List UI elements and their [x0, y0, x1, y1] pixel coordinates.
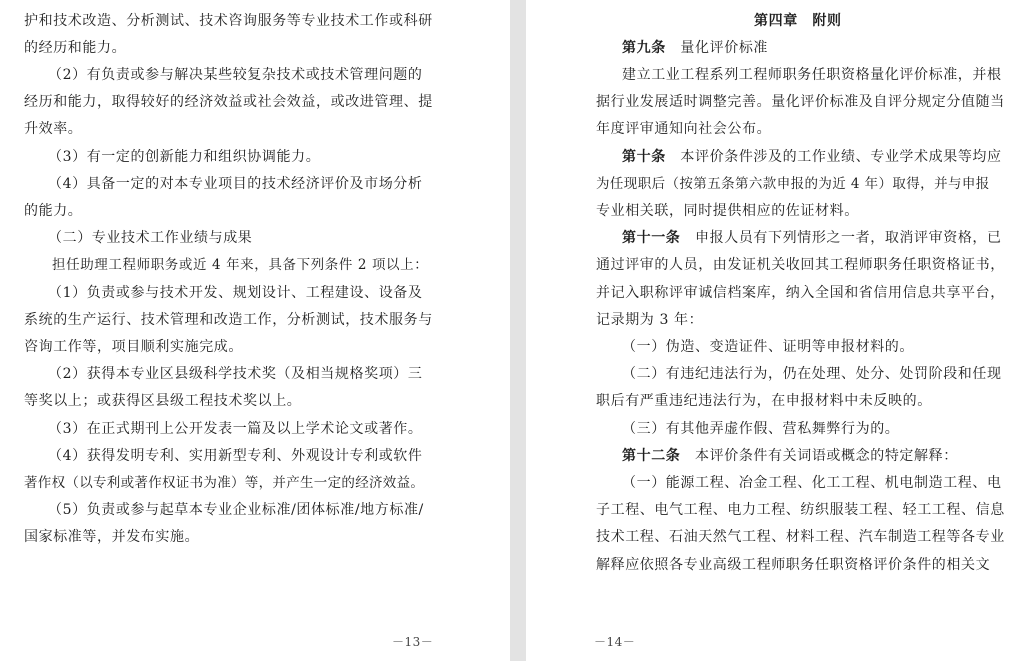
- body-text-line: 等奖以上；或获得区县级工程技术奖以上。: [24, 393, 302, 409]
- body-text-line: 通过评审的人员，由发证机关收回其工程师职务任职资格证书，: [596, 257, 1005, 273]
- article-number: 第十条: [622, 149, 666, 165]
- chapter-title: 第四章 附则: [754, 13, 842, 29]
- body-text-line: 记录期为 3 年：: [596, 312, 704, 328]
- body-text-line: 年度评审通知向社会公布。: [596, 121, 772, 137]
- body-text-line: （4）获得发明专利、实用新型专利、外观设计专利或软件: [48, 448, 423, 464]
- body-text-line: 并记入职称评审诚信档案库，纳入全国和省信用信息共享平台，: [596, 285, 1005, 301]
- body-text-line: 技术工程、石油天然气工程、材料工程、汽车制造工程等各专业: [596, 529, 1005, 545]
- article-number: 第九条: [622, 40, 666, 56]
- page-number: －13－: [392, 635, 434, 649]
- body-text-line: 国家标准等，并发布实施。: [24, 529, 200, 545]
- body-text: 本评价条件涉及的工作业绩、专业学术成果等均应: [680, 149, 1002, 165]
- body-text-line: （3）有一定的创新能力和组织协调能力。: [48, 149, 321, 165]
- article-number: 第十二条: [622, 448, 681, 464]
- body-text-line: 的经历和能力。: [24, 40, 127, 56]
- body-text-line: （1）负责或参与技术开发、规划设计、工程建设、设备及: [48, 285, 423, 301]
- article-12-line: [622, 446, 958, 466]
- body-text-line: 建立工业工程系列工程师职务任职资格量化评价标准，并根: [622, 67, 1002, 83]
- body-text-line: 护和技术改造、分析测试、技术咨询服务等专业技术工作或科研: [24, 13, 433, 29]
- body-text-line: 著作权（以专利或著作权证书为准）等，并产生一定的经济效益。: [24, 475, 425, 491]
- article-number: 第十一条: [622, 230, 681, 246]
- body-text-line: 子工程、电气工程、电力工程、纺织服装工程、轻工工程、信息: [596, 502, 1005, 518]
- article-9-heading: [622, 38, 768, 58]
- body-text-line: 据行业发展适时调整完善。量化评价标准及自评分规定分值随当: [596, 94, 1005, 110]
- body-text-line: （4）具备一定的对本专业项目的技术经济评价及市场分析: [48, 176, 423, 192]
- page-number: －14－: [594, 635, 636, 649]
- body-text-line: 系统的生产运行、技术管理和改造工作，分析测试，技术服务与: [24, 312, 433, 328]
- list-item: （一）伪造、变造证件、证明等申报材料的。: [622, 339, 914, 355]
- list-item: （一）能源工程、冶金工程、化工工程、机电制造工程、电: [622, 475, 1002, 491]
- article-title: 量化评价标准: [680, 40, 769, 56]
- right-page: [526, 0, 1033, 661]
- body-text-line: 的能力。: [24, 203, 83, 219]
- body-text-line: 经历和能力，取得较好的经济效益或社会效益，或改进管理、提: [24, 94, 433, 110]
- body-text-line: 专业相关联，同时提供相应的佐证材料。: [596, 203, 859, 219]
- body-text-line: 升效率。: [24, 121, 83, 137]
- body-text-line: （2）有负责或参与解决某些较复杂技术或技术管理问题的: [48, 67, 423, 83]
- body-text-line: 咨询工作等，项目顺利实施完成。: [24, 339, 243, 355]
- body-text: 本评价条件有关词语或概念的特定解释：: [695, 448, 958, 464]
- body-text-line: （5）负责或参与起草本专业企业标准/团体标准/地方标准/: [48, 502, 424, 518]
- page-gutter: [510, 0, 526, 661]
- left-page: [0, 0, 510, 661]
- body-text: 申报人员有下列情形之一者，取消评审资格，已: [695, 230, 1002, 246]
- list-item: （二）有违纪违法行为，仍在处理、处分、处罚阶段和任现: [622, 366, 1002, 382]
- body-text-line: 解释应依照各专业高级工程师职务任职资格评价条件的相关文: [596, 557, 991, 573]
- body-text-line: （2）获得本专业区县级科学技术奖（及相当规格奖项）三: [48, 366, 423, 382]
- body-text-line: （3）在正式期刊上公开发表一篇及以上学术论文或著作。: [48, 421, 423, 437]
- body-text-line: 为任现职后（按第五条第六款申报的为近 4 年）取得，并与申报: [596, 176, 990, 192]
- body-text-line: 职后有严重违纪违法行为，在申报材料中未反映的。: [596, 393, 932, 409]
- article-11-line: [622, 228, 1002, 248]
- article-10-line: [622, 147, 1002, 167]
- list-item: （三）有其他弄虚作假、营私舞弊行为的。: [622, 421, 900, 437]
- body-text-line: 担任助理工程师职务或近 4 年来，具备下列条件 2 项以上：: [52, 257, 429, 273]
- section-heading: （二）专业技术工作业绩与成果: [48, 230, 253, 246]
